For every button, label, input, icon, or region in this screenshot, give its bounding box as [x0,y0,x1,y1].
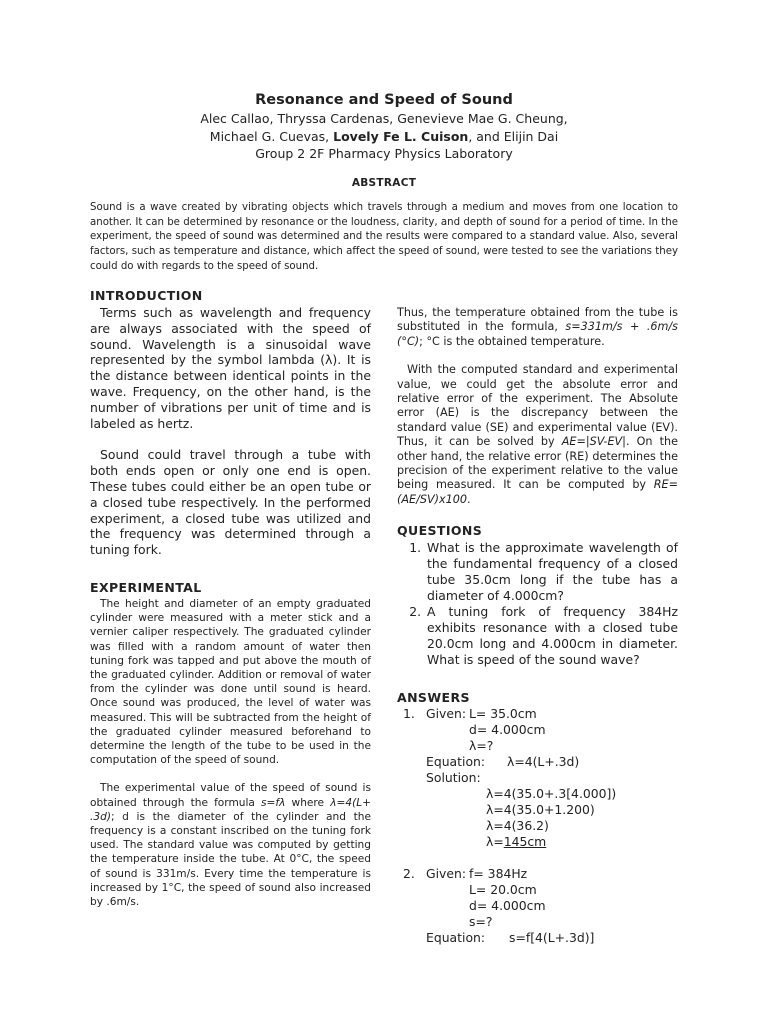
abstract-heading: ABSTRACT [351,177,417,189]
solution-step: λ=4(35.0+1.200) [486,802,595,818]
exp-p2-text-b: where [285,796,331,809]
given-value: s=? [469,914,493,930]
equation-label: Equation: [426,930,486,946]
questions-heading: QUESTIONS [397,523,483,539]
solution-label: Solution: [426,770,481,786]
given-label: Given: [426,866,467,882]
formula-relative-error: RE= (AE/SV)x100 [397,478,678,506]
abstract-text: Sound is a wave created by vibrating objects which travels through a medium and moves from one location to another. It can be determined by resonance or the loudness, clarity, and depth of sound for a period of time. In the experiment, the speed of sound was determined and the results were compared to a standard value. Also, several factors, such as temperature and distance, which affect the speed of sound, were tested to see the variations they could do with regards to the speed of sound. [90,202,678,272]
given-value: λ=? [469,738,494,754]
solution-step: λ=4(35.0+.3[4.000]) [486,786,617,802]
affiliation: Group 2 2F Pharmacy Physics Laboratory [255,146,513,161]
formula-absolute-error: AE=|SV-EV| [561,435,626,449]
final-answer [486,834,546,850]
final-answer-prefix: λ= [486,834,504,850]
formula-standard-speed: s=331m/s + .6m/s (°C) [397,320,678,348]
given-value: d= 4.000cm [469,722,546,738]
error-text-c: . [466,492,471,506]
experimental-paragraph-2 [90,781,371,909]
answer-number: 2. [403,866,415,882]
given-label: Given: [426,706,467,722]
introduction-paragraph-2: Sound could travel through a tube with both ends open or only one end is open. These tubes could either be an open tube or a closed tube respectively. In the performed experiment, a closed tube was utilized and the frequency was determined through a tuning fork. [90,447,371,558]
error-text-a: With the computed standard and experimental value, we could get the absolute error and relative error of the experiment. The Absolute error (AE) is the discrepancy between the standard value (SE) and experimental value (EV). Thus, it can be solved by [397,363,678,449]
final-answer-value: 145cm [503,834,547,850]
solution-step: λ=4(36.2) [486,818,549,834]
author-highlighted: Lovely Fe L. Cuison [333,128,469,144]
questions-list [397,540,678,668]
authors-line-2 [0,128,768,146]
equation-label: Equation: [426,754,486,770]
paper-title: Resonance and Speed of Sound [255,92,513,108]
answer-1 [397,706,678,850]
introduction-paragraph-1: Terms such as wavelength and frequency are always associated with the speed of sound. Wavelength is a sinusoidal wave represented by the symbol lambda (λ). It is the distance between identical points in the wave. Frequency, on the other hand, is the number of vibrations per unit of time and is labeled as hertz. [90,305,371,431]
exp-p2-text-c: ; d is the diameter of the cylinder and the frequency is a constant inscribed on the tuning fork used. The standard value was computed by getting the temperature inside the tube. At 0°C, the speed of sound is 331m/s. Every time the temperature is increased by 1°C, the speed of sound also increased by .6m/s. [90,810,371,909]
temp-text-a: Thus, the temperature obtained from the tube is substituted in the formula, [397,306,678,334]
error-paragraph [397,363,678,507]
temp-text-b: ; °C is the obtained temperature. [419,334,605,348]
error-text-b: . On the other hand, the relative error (RE) determines the precision of the experiment relative to the value being measured. It can be computed by [397,435,678,492]
answer-2 [397,866,678,946]
given-value: f= 384Hz [469,866,528,882]
left-column [90,288,371,909]
right-column [397,306,678,946]
question-item: 2. A tuning fork of frequency 384Hz exhibits resonance with a closed tube 20.0cm long and 4.000cm in diameter. What is speed of the sound wave? [425,604,678,668]
given-value: L= 20.0cm [469,882,537,898]
given-value: d= 4.000cm [469,898,546,914]
question-item: 1. What is the approximate wavelength of the fundamental frequency of a closed tube 35.0cm long if the tube has a diameter of 4.000cm? [425,540,678,604]
paper-header [0,92,768,163]
answers-heading: ANSWERS [397,690,470,706]
given-value: L= 35.0cm [469,706,537,722]
experimental-heading: EXPERIMENTAL [90,579,202,595]
formula-wavelength: λ=4(L+ .3d) [90,796,371,823]
temperature-paragraph [397,306,678,349]
formula-speed: s=fλ [261,796,286,809]
answer-number: 1. [403,706,415,722]
equation-value: λ=4(L+.3d) [507,754,580,770]
authors-line-1: Alec Callao, Thryssa Cardenas, Genevieve Mae G. Cheung, [200,111,568,126]
introduction-heading: INTRODUCTION [90,288,203,303]
equation-value: s=f[4(L+.3d)] [509,930,595,946]
authors-line-2-end: , and Elijin Dai [468,128,559,144]
authors-line-2-start: Michael G. Cuevas, [209,128,334,144]
exp-p2-text-a: The experimental value of the speed of sound is obtained through the formula [90,782,371,809]
experimental-paragraph-1: The height and diameter of an empty graduated cylinder were measured with a meter stick and a vernier caliper respectively. The graduated cylinder was filled with a random amount of water then tuning fork was tapped and put above the mouth of the graduated cylinder. Addition or removal of water from the cylinder was done until sound is heard. Once sound was produced, the level of water was measured. This will be subtracted from the height of the graduated cylinder measured beforehand to determine the length of the tube to be used in the computation of the speed of sound. [90,597,371,767]
